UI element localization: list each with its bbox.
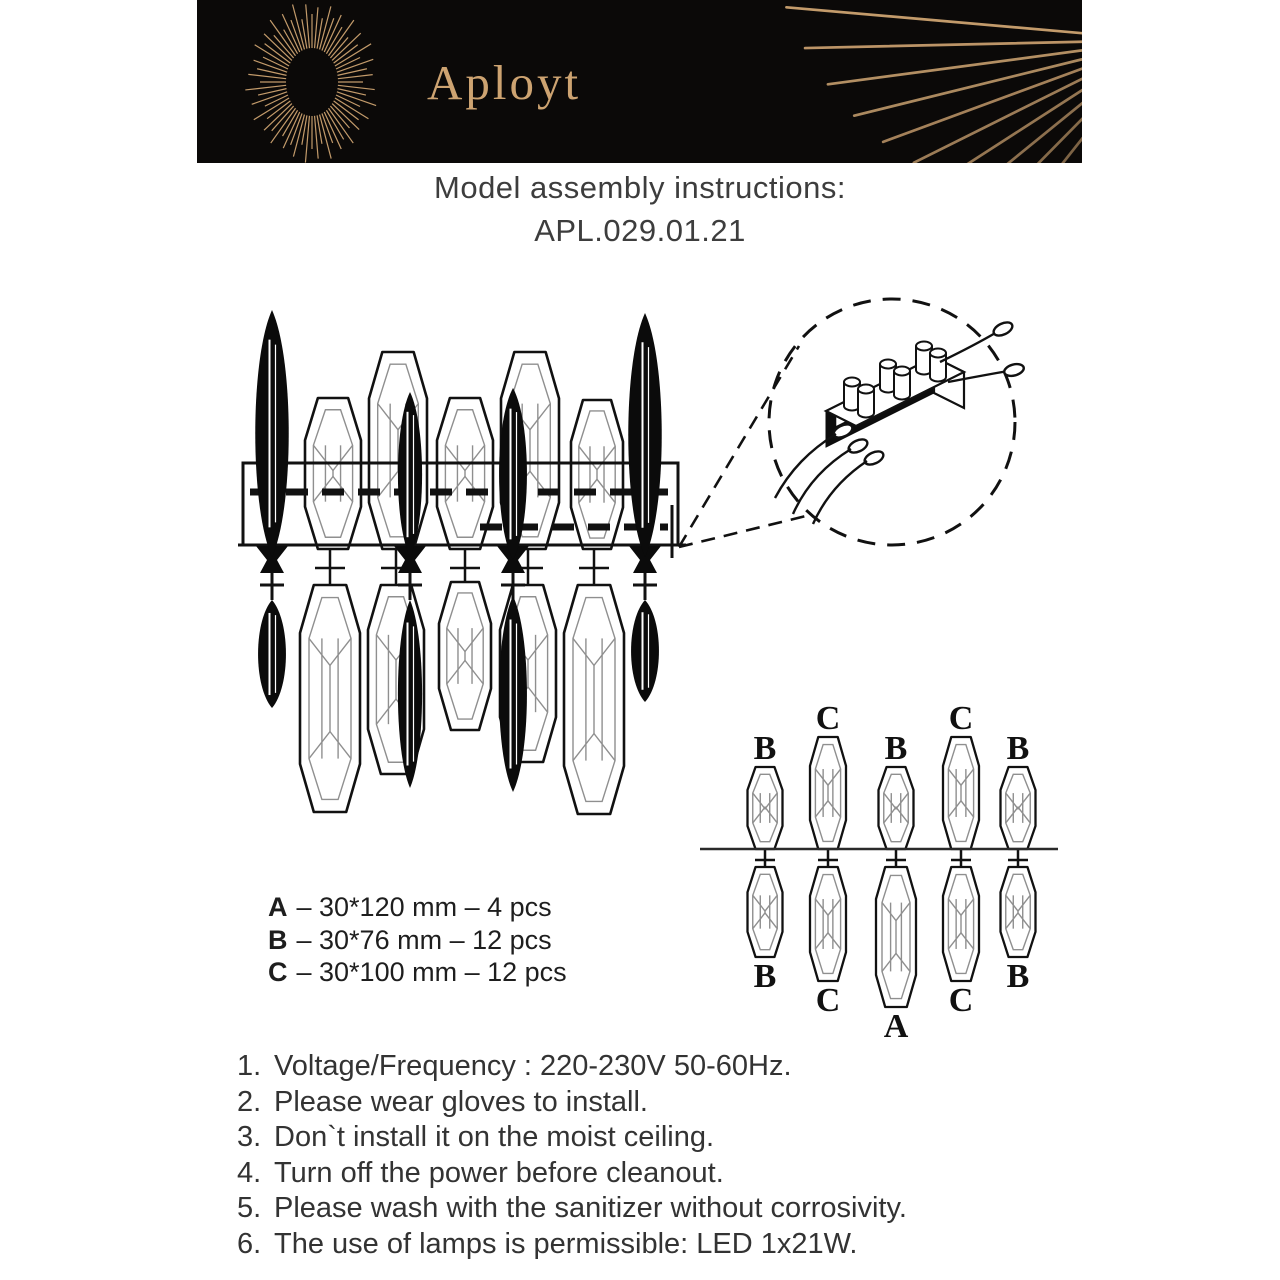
size-label: B — [753, 958, 777, 995]
size-label: C — [948, 982, 974, 1019]
instruction-item: 3. Don`t install it on the moist ceiling. — [237, 1121, 715, 1154]
crystal-size-diagram — [690, 693, 1075, 1058]
legend-text: – 30*100 mm – 12 pcs — [296, 957, 567, 987]
size-label: B — [1006, 730, 1030, 767]
sunburst-icon — [245, 4, 376, 162]
header-banner — [197, 0, 1082, 163]
size-label: B — [884, 730, 908, 767]
wiring-detail-callout — [650, 280, 1080, 570]
instruction-item: 4. Turn off the power before cleanout. — [237, 1156, 724, 1189]
legend-text: – 30*120 mm – 4 pcs — [296, 892, 552, 922]
banner-graphics — [197, 0, 1082, 163]
legend-row — [268, 924, 567, 957]
size-label: C — [815, 700, 841, 737]
size-label: A — [883, 1008, 909, 1045]
legend-row — [268, 891, 567, 924]
brand-wordmark: Aployt — [427, 55, 582, 110]
size-label: B — [1006, 958, 1030, 995]
legend-key: C — [268, 957, 288, 987]
instruction-item: 1. Voltage/Frequency : 220-230V 50-60Hz. — [237, 1050, 792, 1082]
chandelier-side-view-drawing — [225, 295, 695, 870]
instruction-item: 6. The use of lamps is permissible: LED 1x21W. — [237, 1227, 858, 1260]
doc-title: Model assembly instructions: — [434, 170, 846, 205]
instruction-item: 5. Please wash with the sanitizer without corrosivity. — [237, 1192, 907, 1225]
size-label: C — [948, 700, 974, 737]
legend-text: – 30*76 mm – 12 pcs — [296, 924, 552, 955]
model-number: APL.029.01.21 — [534, 213, 746, 248]
legend-key: A — [268, 892, 288, 922]
legend-row — [268, 956, 567, 989]
instruction-item: 2. Please wear gloves to install. — [237, 1085, 648, 1118]
decorative-rays — [786, 7, 1082, 163]
legend-key: B — [268, 924, 288, 955]
size-label: B — [753, 730, 777, 767]
size-label: C — [815, 982, 841, 1019]
instruction-list — [237, 1049, 907, 1263]
title-block — [0, 170, 1280, 249]
size-legend — [268, 891, 567, 989]
